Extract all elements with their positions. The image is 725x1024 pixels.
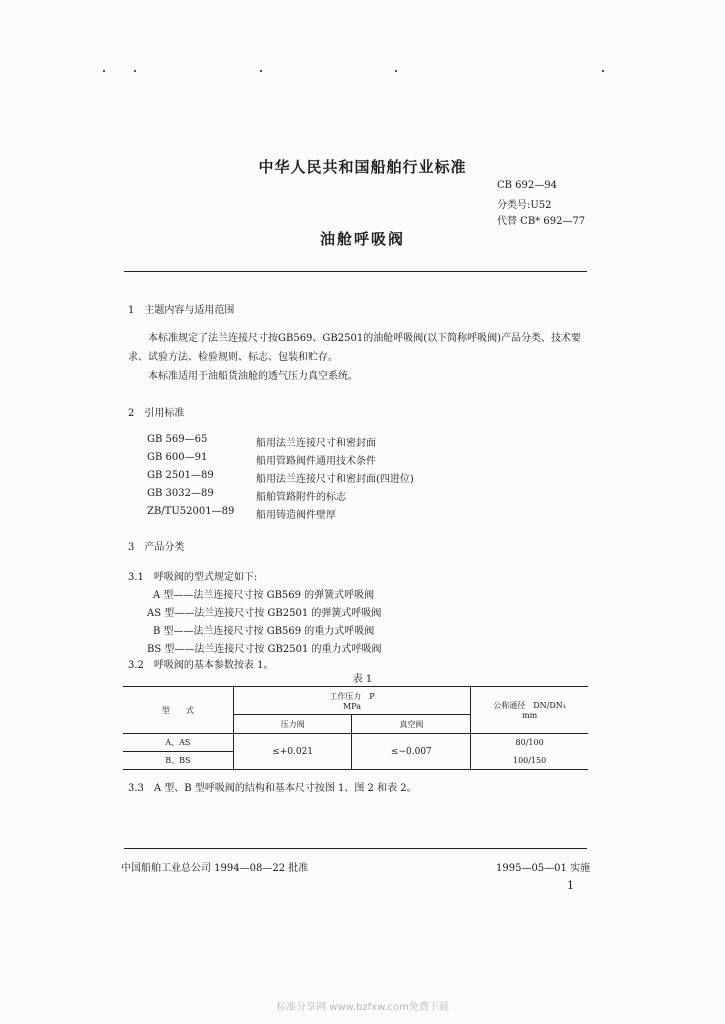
pressure-value: ≤+0.021	[233, 734, 352, 770]
implementation-date: 1995—05—01 实施	[496, 863, 591, 874]
page-number: 1	[567, 879, 574, 892]
replaces-code: 代替 CB* 692—77	[497, 216, 586, 227]
section-1-paragraph: 本标准适用于油船货油舱的透气压力真空系统。	[148, 371, 358, 382]
watermark: 标准分享网 www.bzfxw.com免费下载	[276, 1002, 449, 1013]
pressure-unit: MPa	[342, 701, 361, 711]
item-3-2: 3.2 呼吸阀的基本参数按表 1。	[128, 660, 274, 671]
section-1-paragraph: 本标准规定了法兰连接尺寸按GB569、GB2501的油舱呼吸阀(以下简称呼吸阀)产品分类、技术要求、试验方法、检验规则、标志、包装和贮存。	[128, 333, 582, 363]
ref-code: GB 569—65	[147, 434, 208, 445]
section-2-heading: 2 引用标准	[128, 408, 185, 419]
title-divider	[124, 271, 587, 272]
ref-name: 船舶管路附件的标志	[256, 492, 346, 503]
valve-type-a: A 型——法兰连接尺寸按 GB569 的弹簧式呼吸阀	[153, 590, 375, 601]
classification-code: 分类号:U52	[497, 200, 552, 211]
type-cell: B、BS	[123, 752, 233, 770]
type-cell: A、AS	[123, 734, 233, 752]
section-3-heading: 3 产品分类	[128, 542, 185, 553]
ref-code: GB 3032—89	[147, 488, 214, 499]
vacuum-value: ≤−0.007	[352, 734, 471, 770]
ref-code: GB 2501—89	[147, 470, 214, 481]
dn-cell: 100/150	[471, 752, 588, 770]
dn-cell: 80/100	[471, 734, 588, 752]
document-title: 油舱呼吸阀	[319, 230, 405, 248]
section-1-heading: 1 主题内容与适用范围	[128, 305, 235, 316]
valve-type-b: B 型——法兰连接尺寸按 GB569 的重力式呼吸阀	[153, 626, 375, 637]
ref-name: 船用法兰连接尺寸和密封面	[256, 438, 376, 449]
ref-code: GB 600—91	[147, 452, 208, 463]
item-3-1: 3.1 呼吸阀的型式规定如下:	[128, 572, 258, 583]
footer-divider	[124, 848, 587, 849]
standard-main-title: 中华人民共和国船舶行业标准	[258, 158, 467, 176]
section-1-body	[128, 329, 590, 386]
ref-code: ZB/TU52001—89	[147, 506, 235, 517]
dn-header-cell	[471, 687, 588, 734]
valve-type-as: AS 型——法兰连接尺寸按 GB2501 的弹簧式呼吸阀	[147, 608, 382, 619]
standard-code: CB 692—94	[497, 180, 557, 191]
pressure-valve-col: 压力阀	[233, 715, 352, 734]
pressure-header-cell	[233, 687, 471, 715]
vacuum-valve-col: 真空阀	[352, 715, 471, 734]
ref-name: 船用法兰连接尺寸和密封面(四进位)	[256, 474, 414, 485]
item-3-3: 3.3 A 型、B 型呼吸阀的结构和基本尺寸按图 1、图 2 和表 2。	[128, 783, 417, 794]
dn-header: 公称通径 DN/DN₁	[493, 701, 566, 710]
valve-type-bs: BS 型——法兰连接尺寸按 GB2501 的重力式呼吸阀	[147, 644, 382, 655]
pressure-header: 工作压力 P	[329, 691, 375, 701]
type-header: 型 式	[123, 687, 233, 734]
parameter-table	[123, 686, 588, 770]
approval-line: 中国船舶工业总公司 1994—08—22 批准	[121, 863, 309, 874]
ref-name: 船用铸造阀件壁厚	[256, 510, 336, 521]
dn-unit: mm	[522, 711, 538, 720]
ref-name: 船用管路阀件通用技术条件	[256, 456, 376, 467]
table-caption: 表 1	[352, 674, 373, 685]
